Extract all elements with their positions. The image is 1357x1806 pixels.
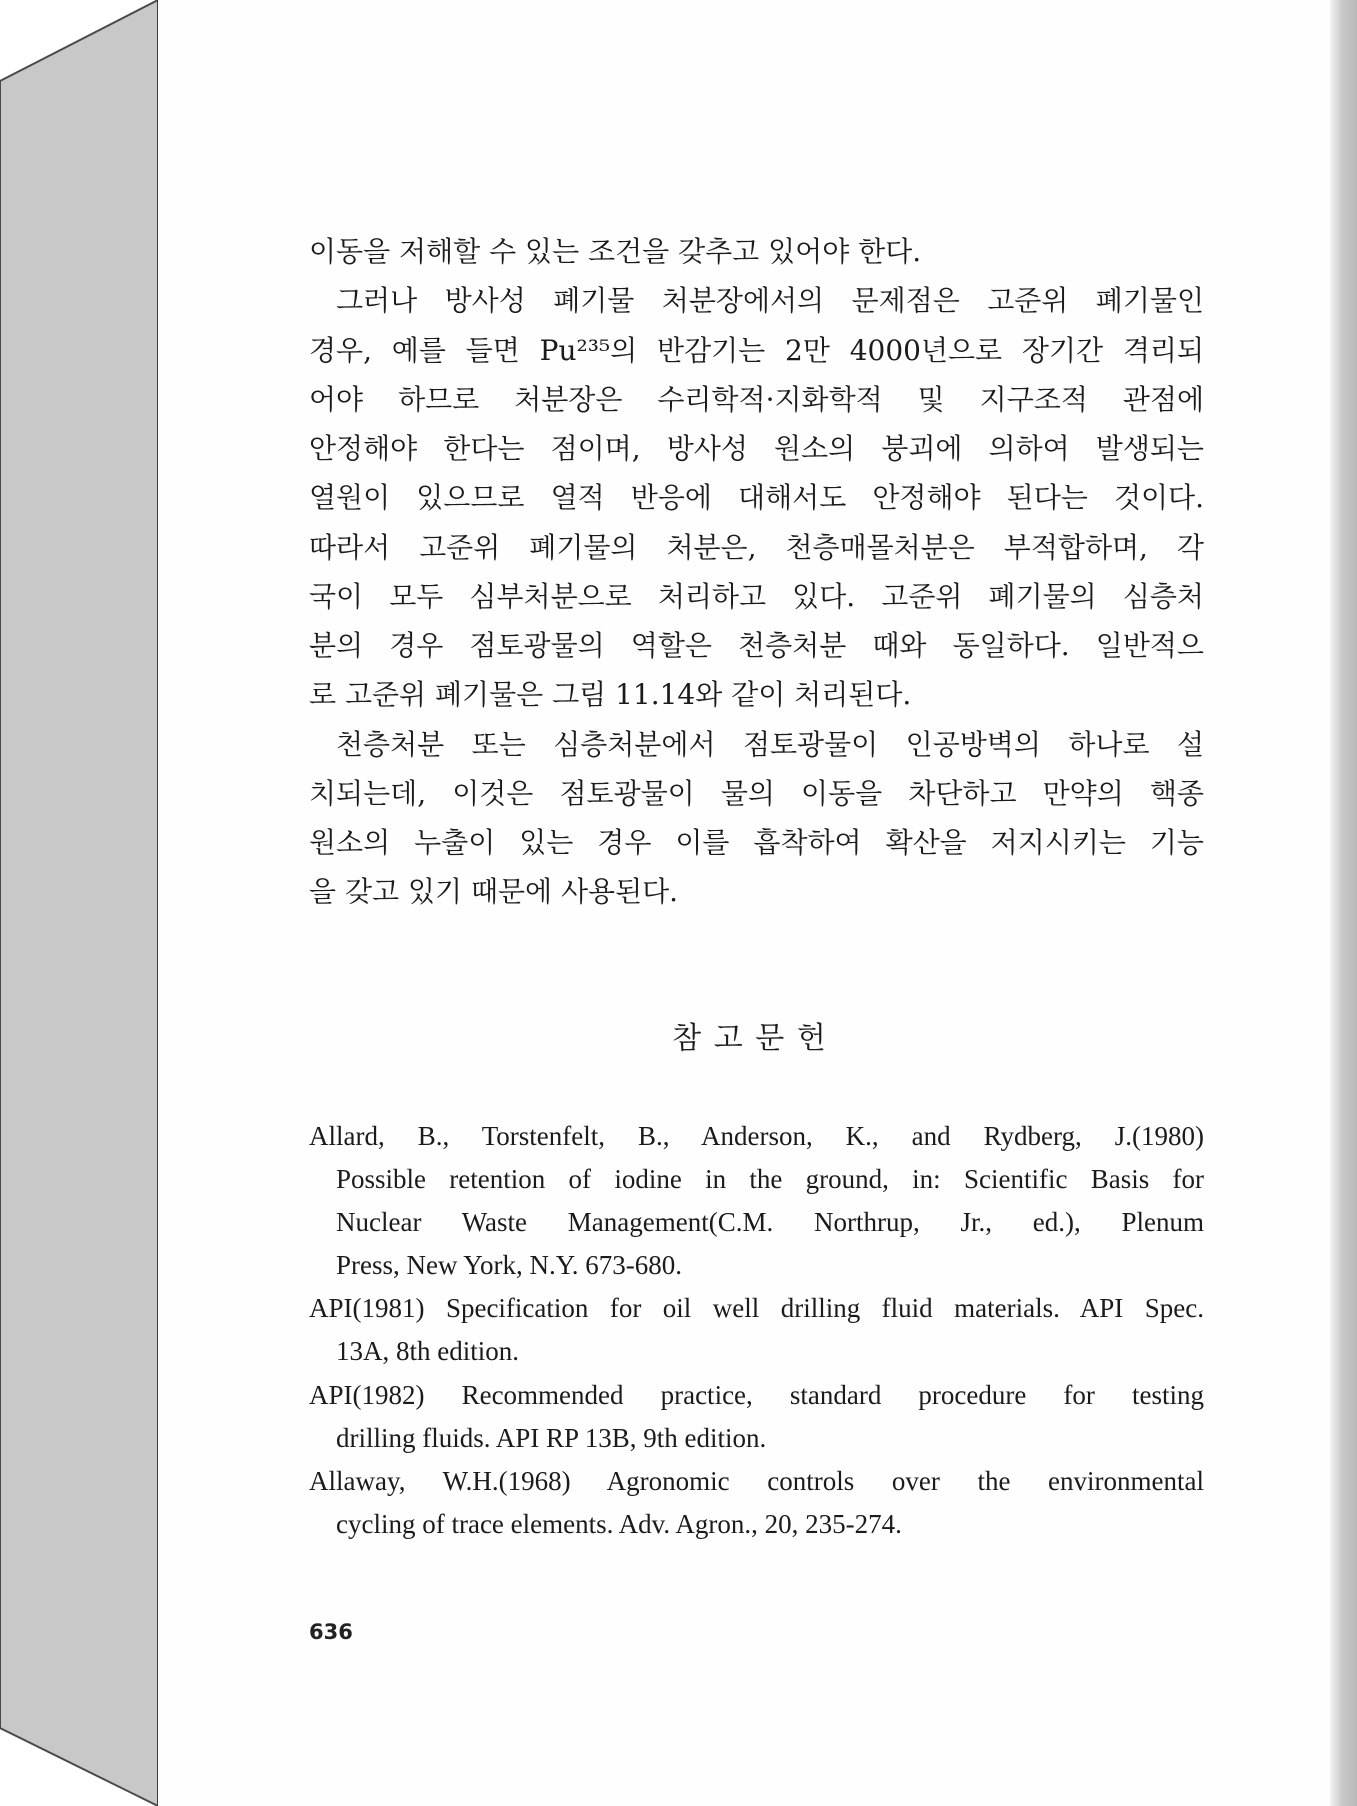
body-line: 열원이 있으므로 열적 반응에 대해서도 안정해야 된다는 것이다. [309, 481, 1204, 515]
book-side-face [0, 0, 158, 1806]
references-list [309, 1115, 1204, 1546]
reference-line: drilling fluids. API RP 13B, 9th edition. [336, 1422, 767, 1453]
references-heading: 참고문헌 [672, 1021, 839, 1056]
body-line: 안정해야 한다는 점이며, 방사성 원소의 붕괴에 의하여 발생되는 [309, 432, 1204, 466]
body-line: 천층처분 또는 심층처분에서 점토광물이 인공방벽의 하나로 설 [336, 727, 1204, 761]
reference-line: API(1981) Specification for oil well drilling fluid materials. API Spec. [309, 1293, 1204, 1324]
body-text [309, 227, 1204, 917]
body-line: 분의 경우 점토광물의 역할은 천층처분 때와 동일하다. 일반적으 [309, 629, 1204, 663]
reference-line: Allard, B., Torstenfelt, B., Anderson, K., and Rydberg, J.(1980) [309, 1121, 1204, 1151]
page-number: 636 [309, 1620, 353, 1644]
reference-line: Press, New York, N.Y. 673-680. [336, 1250, 683, 1281]
body-line: 따라서 고준위 폐기물의 처분은, 천층매몰처분은 부적합하며, 각 [309, 530, 1204, 564]
body-line: 로 고준위 폐기물은 그림 11.14와 같이 처리된다. [309, 678, 912, 712]
body-line: 어야 하므로 처분장은 수리학적·지화학적 및 지구조적 관점에 [309, 382, 1204, 416]
reference-line: cycling of trace elements. Adv. Agron., 20, 235-274. [336, 1508, 902, 1539]
body-line: 국이 모두 심부처분으로 처리하고 있다. 고준위 폐기물의 심층처 [309, 579, 1204, 613]
reference-line: Allaway, W.H.(1968) Agronomic controls over the environmental [309, 1465, 1204, 1496]
reference-line: Possible retention of iodine in the ground, in: Scientific Basis for [336, 1164, 1204, 1195]
reference-line: 13A, 8th edition. [336, 1336, 519, 1367]
body-line: 치되는데, 이것은 점토광물이 물의 이동을 차단하고 만약의 핵종 [309, 776, 1204, 810]
page-right-shadow [1330, 0, 1357, 1806]
body-line: 을 갖고 있기 때문에 사용된다. [309, 875, 679, 909]
body-line: 경우, 예를 들면 Pu²³⁵의 반감기는 2만 4000년으로 장기간 격리되 [309, 333, 1204, 367]
body-line: 원소의 누출이 있는 경우 이를 흡착하여 확산을 저지시키는 기능 [309, 826, 1204, 860]
body-line: 그러나 방사성 폐기물 처분장에서의 문제점은 고준위 폐기물인 [336, 284, 1204, 318]
reference-line: API(1982) Recommended practice, standard procedure for testing [309, 1379, 1204, 1410]
reference-line: Nuclear Waste Management(C.M. Northrup, Jr., ed.), Plenum [336, 1207, 1204, 1238]
body-line: 이동을 저해할 수 있는 조건을 갖추고 있어야 한다. [309, 235, 922, 268]
